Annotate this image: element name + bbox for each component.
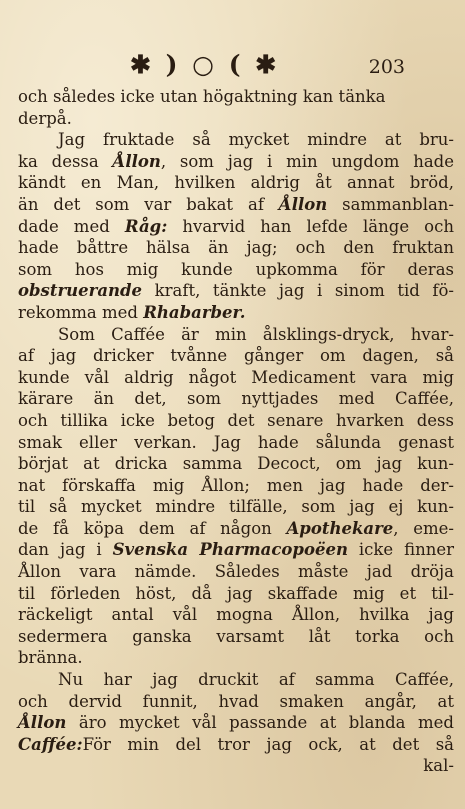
page-header — [0, 50, 465, 80]
text-segment: kraft, tänkte jag i sinom tid fö- — [142, 281, 454, 301]
text-segment: de få köpa dem af någon — [18, 518, 287, 538]
text-segment: och tillika icke betog det senare hvarken dess — [18, 410, 454, 430]
text-segment: ka dessa — [18, 151, 113, 171]
text-segment: Ållon vara nämde. Således måste jad dröja — [18, 562, 454, 582]
text-segment: sammanblan- — [327, 194, 454, 214]
text-line — [18, 734, 454, 756]
text-line — [18, 410, 454, 432]
text-segment: til förleden höst, då jag skaffade mig et til- — [18, 583, 454, 603]
text-segment: äro mycket vål passande at blanda med — [66, 713, 454, 733]
text-segment: För min del tror jag ock, at det så — [82, 734, 454, 754]
italic-term: obstruerande — [18, 281, 143, 301]
text-line — [18, 518, 454, 540]
text-segment: kunde vål aldrig något Medicament vara mig — [18, 367, 454, 387]
text-line — [18, 280, 454, 302]
text-segment: och således icke utan högaktning kan tänka — [18, 87, 386, 106]
text-line — [18, 129, 454, 151]
text-segment: smak eller verkan. Jag hade sålunda genast — [18, 432, 454, 452]
text-line — [18, 669, 454, 691]
text-segment: bränna. — [18, 648, 83, 668]
italic-term: Apothekare — [286, 518, 394, 538]
text-line — [18, 475, 454, 497]
text-segment: än det som var bakat af — [18, 194, 279, 214]
text-line — [18, 151, 454, 173]
text-line — [18, 302, 454, 324]
text-line — [18, 496, 454, 518]
text-line — [18, 583, 454, 605]
text-segment: kärare än det, som nyttjades med Caffée, — [18, 389, 454, 409]
text-line — [18, 345, 454, 367]
text-segment: Jag fruktade så mycket mindre at bru- — [58, 130, 454, 150]
text-segment: , eme- — [393, 518, 454, 538]
text-segment: Som Caffée är min ålsklings-dryck, hvar- — [58, 324, 454, 344]
italic-term: Ållon — [112, 151, 161, 171]
text-segment: af jag dricker tvånne gånger om dagen, så — [18, 346, 454, 366]
text-segment: börjat at dricka samma Decoct, om jag kun- — [18, 454, 454, 474]
text-line — [18, 453, 454, 475]
text-segment: til så mycket mindre tilfälle, som jag ej kun- — [18, 497, 454, 517]
text-segment: rekomma med — [18, 302, 144, 322]
text-segment: derpå. — [18, 108, 72, 128]
text-segment: kal- — [423, 756, 454, 776]
text-segment: och dervid funnit, hvad smaken angår, at — [18, 691, 454, 711]
text-line — [18, 259, 454, 281]
text-line — [18, 712, 454, 734]
text-segment: sedermera ganska varsamt låt torka och — [18, 626, 454, 646]
text-line — [18, 86, 454, 108]
text-line — [18, 194, 454, 216]
text-segment: dan jag i — [18, 540, 113, 560]
text-line — [18, 432, 454, 454]
text-segment: som hos mig kunde upkomma för deras — [18, 259, 454, 279]
text-line — [18, 755, 454, 777]
italic-term: Ållon — [278, 194, 328, 214]
text-line — [18, 367, 454, 389]
italic-term: Ållon — [18, 713, 67, 733]
text-segment: hvarvid han lefde länge och — [167, 216, 454, 236]
italic-term: Svenska Pharmacopoëen — [112, 540, 348, 560]
text-segment: dade med — [18, 216, 125, 236]
text-line — [18, 172, 454, 194]
text-line — [18, 626, 454, 648]
text-line — [18, 691, 454, 713]
text-line — [18, 561, 454, 583]
text-line — [18, 216, 454, 238]
text-segment: kändt en Man, hvilken aldrig åt annat bröd, — [18, 173, 454, 193]
text-line — [18, 108, 454, 130]
text-line — [18, 324, 454, 346]
text-segment: Nu har jag druckit af samma Caffée, — [58, 670, 454, 690]
text-line — [18, 604, 454, 626]
text-segment: , som jag i min ungdom hade — [160, 151, 454, 171]
text-segment: icke finner — [347, 540, 454, 560]
header-ornament: ✱ ) ○ ( ✱ — [130, 50, 280, 79]
text-line — [18, 539, 454, 561]
text-segment: hade båttre hälsa än jag; och den fruktan — [18, 238, 454, 258]
italic-term: Caffée: — [18, 734, 83, 754]
text-segment: räckeligt antal vål mogna Ållon, hvilka jag — [18, 605, 454, 625]
text-segment: nat förskaffa mig Ållon; men jag hade der- — [18, 475, 454, 495]
page-number: 203 — [368, 56, 405, 78]
italic-term: Råg: — [124, 216, 168, 236]
text-line — [18, 388, 454, 410]
italic-term: Rhabarber. — [143, 302, 246, 322]
text-line — [18, 237, 454, 259]
body-text — [18, 86, 454, 777]
text-line — [18, 647, 454, 669]
